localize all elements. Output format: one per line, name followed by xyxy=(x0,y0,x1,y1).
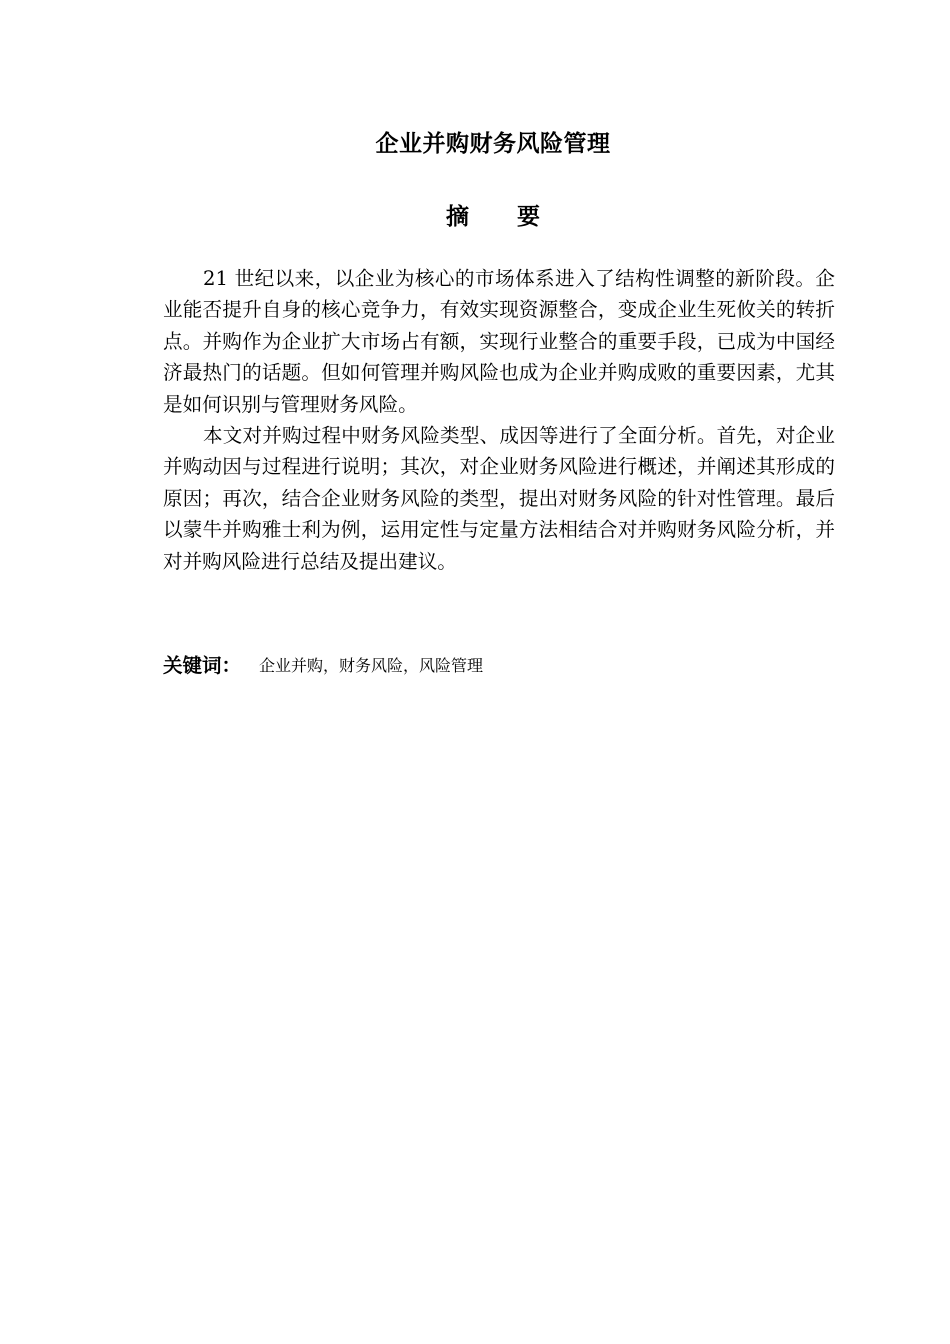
abstract-heading: 摘要 xyxy=(446,204,588,230)
keywords-line xyxy=(163,652,835,680)
document-title: 企业并购财务风险管理 xyxy=(375,131,611,157)
abstract-body xyxy=(163,263,835,577)
keywords-label: 关键词： xyxy=(163,654,242,677)
keywords-value: 企业并购，财务风险，风险管理 xyxy=(259,656,484,675)
abstract-paragraph: 本文对并购过程中财务风险类型、成因等进行了全面分析。首先，对企业并购动因与过程进行说明；其次，对企业财务风险进行概述，并阐述其形成的原因；再次，结合企业财务风险的类型，提出对财务风险的针对性管理。最后以蒙牛并购雅士利为例，运用定性与定量方法相结合对并购财务风险分析，并对并购风险进行总结及提出建议。 xyxy=(163,424,835,573)
abstract-paragraph: 21 世纪以来，以企业为核心的市场体系进入了结构性调整的新阶段。企业能否提升自身的核心竞争力，有效实现资源整合，变成企业生死攸关的转折点。并购作为企业扩大市场占有额，实现行业整合的重要手段，已成为中国经济最热门的话题。但如何管理并购风险也成为企业并购成败的重要因素，尤其是如何识别与管理财务风险。 xyxy=(163,267,835,416)
